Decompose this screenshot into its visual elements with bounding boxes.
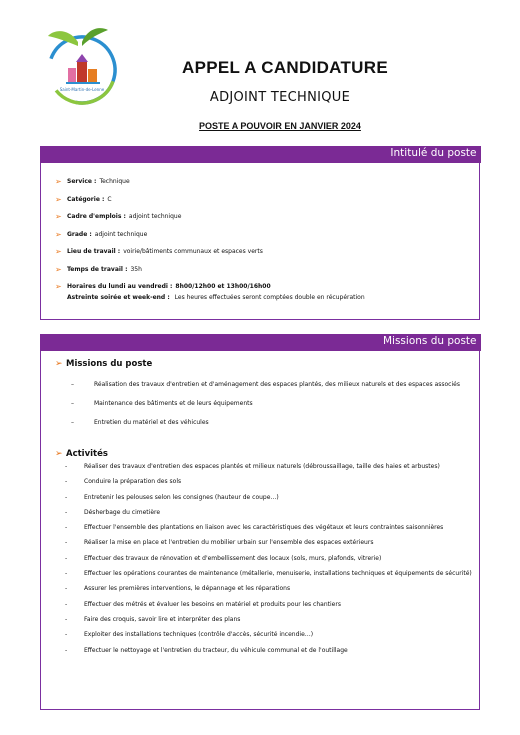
intitule-header-bar: [40, 146, 481, 163]
intitule-list: [55, 173, 271, 296]
activite-item: - Réaliser la mise en place et l'entretien du mobilier urbain sur l'ensemble des espaces extérieurs: [65, 539, 374, 547]
activite-item: - Conduire la préparation des sols: [65, 478, 182, 486]
logo-caption: Saint-Martin-de-Lenne: [59, 87, 105, 92]
missions-heading: Missions du poste: [382, 334, 477, 347]
poste-date: POSTE A POUVOIR EN JANVIER 2024: [199, 121, 361, 131]
arrow-bullet-icon: ➢: [55, 212, 62, 222]
activite-item: - Effectuer le nettoyage et l'entretien du tracteur, du véhicule communal et de l'outillage: [65, 646, 348, 654]
arrow-bullet-icon: ➢: [55, 229, 62, 239]
intitule-item: ➢ Temps de travail : 35h: [55, 264, 142, 274]
intitule-item: ➢ Cadre d'emplois : adjoint technique: [55, 212, 182, 222]
activite-item: - Entretenir les pelouses selon les consignes (hauteur de coupe…): [65, 493, 279, 501]
arrow-bullet-icon: ➢: [55, 264, 62, 274]
intitule-item: ➢ Catégorie : C: [55, 194, 112, 204]
intitule-item: ➢ Grade : adjoint technique: [55, 229, 148, 239]
page-title: APPEL A CANDIDATURE: [182, 58, 388, 77]
activite-item: - Assurer les premières interventions, le dépannage et les réparations: [65, 585, 291, 593]
missions-list: [71, 375, 460, 432]
arrow-bullet-icon: ➢: [55, 449, 63, 459]
intitule-item: ➢ Service : Technique: [55, 177, 130, 187]
intitule-item: ➢ Lieu de travail : voirie/bâtiments communaux et espaces verts: [55, 247, 263, 257]
activite-item: - Désherbage du cimetière: [65, 508, 161, 516]
activite-item: - Effectuer l'ensemble des plantations en liaison avec les caractéristiques des végétaux et leurs contraintes saisonnières: [65, 524, 444, 532]
activites-subheading: ➢ Activités: [55, 449, 108, 459]
activite-item: - Effectuer des travaux de rénovation et d'embellissement des locaux (sols, murs, plafonds, vitrerie): [65, 554, 382, 562]
arrow-bullet-icon: ➢: [55, 194, 62, 204]
activites-list: [65, 463, 475, 662]
activite-item: - Faire des croquis, savoir lire et interpréter des plans: [65, 615, 241, 623]
mission-item: – Réalisation des travaux d'entretien et d'aménagement des espaces plantés, des milieux naturels et des espaces associés: [71, 381, 460, 388]
activite-item: - Effectuer les opérations courantes de maintenance (métallerie, menuiserie, installations techniques et équipements de sécurité): [65, 570, 472, 578]
activite-item: - Exploiter des installations techniques (contrôle d'accès, sécurité incendie…): [65, 631, 314, 639]
astreinte-line: Astreinte soirée et week-end : Les heures effectuées seront comptées double en récupération: [67, 294, 365, 301]
missions-section: [40, 334, 480, 710]
arrow-bullet-icon: ➢: [55, 282, 62, 292]
activite-item: - Effectuer des métrés et évaluer les besoins en matériel et produits pour les chantiers: [65, 600, 341, 608]
mission-item: – Maintenance des bâtiments et de leurs équipements: [71, 400, 253, 407]
arrow-bullet-icon: ➢: [55, 177, 62, 187]
activite-item: - Réaliser des travaux d'entretien des espaces plantés et milieux naturels (débroussaillage, taille des haies et arbustes): [65, 463, 440, 470]
mission-item: – Entretien du matériel et des véhicules: [71, 419, 209, 426]
arrow-bullet-icon: ➢: [55, 247, 62, 257]
page-subtitle: ADJOINT TECHNIQUE: [209, 90, 351, 105]
intitule-heading: Intitulé du poste: [390, 146, 477, 159]
missions-header-bar: [40, 334, 481, 351]
arrow-bullet-icon: ➢: [55, 359, 63, 369]
intitule-item: ➢ Horaires du lundi au vendredi : 8h00/12h00 et 13h00/16h00: [55, 282, 271, 292]
intitule-section: [40, 146, 480, 320]
missions-subheading: ➢ Missions du poste: [55, 359, 153, 369]
